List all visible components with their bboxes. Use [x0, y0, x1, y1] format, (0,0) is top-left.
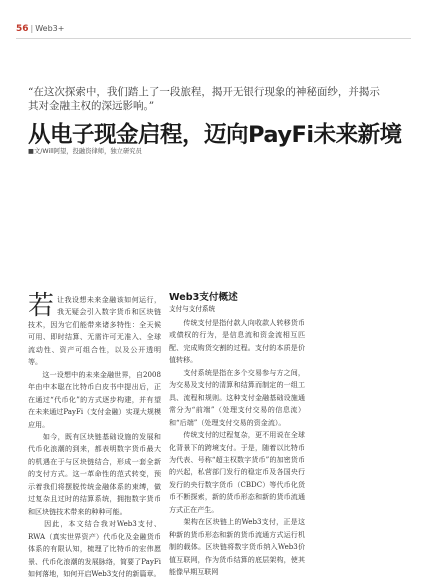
paragraph-text: 让我设想未来金融该如何运行，我无疑会引入数字货币和区块链技术，因为它们能带来诸多特性：全天候可用、即时结算、无需许可无准入、全球流动性、资产可组合性，以及公开透明等。	[28, 295, 161, 367]
paragraph	[169, 429, 305, 516]
section-subheading: 支付与支付系统	[169, 305, 216, 313]
paragraph	[169, 516, 305, 578]
header-separator: |	[30, 24, 34, 33]
page-number: 56	[16, 24, 29, 34]
paragraph	[169, 317, 305, 367]
article-title: 从电子现金启程，迈向PayFi未来新境	[28, 122, 402, 148]
paragraph	[28, 518, 161, 580]
drop-cap: 若	[28, 291, 55, 321]
paragraph	[28, 431, 161, 518]
paragraph-text: 传统支付是指付款人向收款人转移货币或债权的行为，是信息流和资金流相互匹配、完成购货交割的过程。支付的本质是价值转移。	[169, 318, 305, 365]
paragraph-text: 如今，既有区块链基础设施的发展和代币化浪潮的到来，都表明数字货币最大的机遇在于与区块链结合，形成一套全新的支付方式。这一革命性的范式转变，预示着我们将摆脱传统金融体系的束缚，做过复杂且过时的结算系统，拥抱数字货币和区块链技术带来的种种可能。	[28, 431, 161, 516]
paragraph-text: 这一设想中的未来金融世界，自2008年由中本聪在比特币白皮书中提出后，正在通过“代币化”的方式逐步构建，并有望在未来通过PayFi（支付金融）实现大规模应用。	[28, 369, 161, 429]
paragraph	[169, 367, 305, 429]
article-byline: ■文/Will阿望，投融资律师，独立研究员	[28, 148, 142, 155]
paragraph	[28, 369, 161, 431]
paragraph-text: 传统支付的过程复杂，更不用说在全球化背景下的跨境支付。于是，随着以比特币为代表、号称“超主权数字货币”的加密货币的兴起，私营部门发行的稳定币及各国央行发行的央行数字货币（CBDC）等代币化货币不断探索，新的货币形态和新的货币流通方式正在产生。	[169, 430, 305, 514]
header-divider	[16, 38, 411, 39]
right-column	[169, 291, 305, 579]
page-header	[16, 24, 64, 34]
paragraph-text: 因此，本文结合我对Web3支付、RWA（真实世界资产）代币化及金融货币体系的有限认知，梳理了比特币的宏伟愿景、代币化浪潮的发展脉络，简要了PayFi如何落地，如何开启Web3支付的新篇章。	[28, 519, 161, 578]
section-heading: Web3支付概述	[169, 292, 238, 303]
paragraph-text: 架构在区块链上的Web3支付，正是这种新的货币形态和新的货币流通方式运行机制的载体。区块链将数字货币纳入Web3价值互联网，作为货币结算的底层架构，使其能像早期互联网	[169, 517, 305, 577]
pull-quote: “在这次探索中，我们踏上了一段旅程，揭开无银行现象的神秘面纱，并揭示其对金融主权的深远影响。”	[28, 86, 380, 112]
paragraph-text: 支付系统是指在多个交易参与方之间，为交易及支付的清算和结算而制定的一组工具、流程和规则。这种支付金融基础设施通常分为“前端”（处理支付交易的信息流）和“后端”（处理支付交易的资金流）。	[169, 367, 305, 427]
left-column	[28, 291, 161, 580]
section-name: Web3+	[35, 24, 65, 33]
paragraph	[28, 291, 161, 369]
